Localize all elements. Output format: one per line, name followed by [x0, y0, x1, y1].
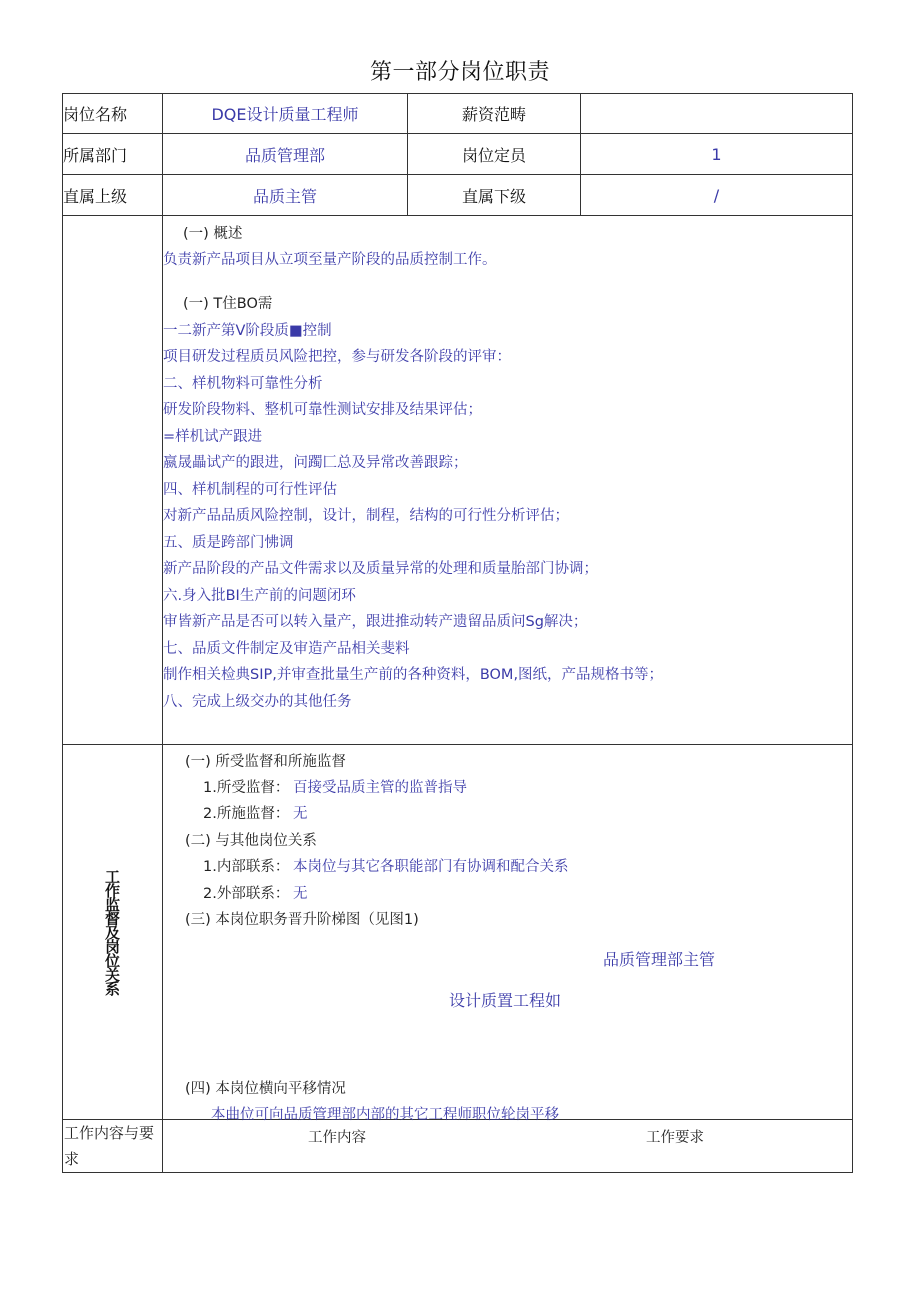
- value-position: DQE设计质量工程师: [163, 94, 408, 134]
- duty-heading-7: 七、品质文件制定及审造产品相关斐料: [163, 641, 410, 657]
- label-salary: 薪资范畴: [408, 94, 581, 134]
- external-label: 2.外部联系：: [203, 886, 290, 902]
- footer-col-requirement: 工作要求: [646, 1130, 704, 1146]
- supervision-side-label: 工作监督及岗位关系: [103, 869, 121, 995]
- exercised-label: 2.所施监督：: [203, 806, 290, 822]
- duty-heading-5: 五、质是跨部门怫调: [163, 535, 294, 551]
- value-salary: [581, 94, 853, 134]
- supervision-label-cell: [63, 745, 163, 1120]
- duty-text-4: 对新产品品质风险控制，设计，制程，结构的可行性分析评估；: [163, 508, 569, 524]
- overview-text: 负责新产品项目从立项至量产阶段的品质控制工作。: [163, 252, 497, 268]
- lateral-text: 本曲位可向品质管理部内部的其它工程师职位轮岗平移: [211, 1107, 559, 1123]
- row-duties: [63, 216, 853, 745]
- job-table: [62, 93, 853, 1173]
- supervision-heading-4: (四) 本岗位横向平移情况: [185, 1081, 346, 1097]
- duty-heading-4: 四、样机制程的可行性评估: [163, 482, 337, 498]
- ladder-top: 品质管理部主管: [603, 950, 716, 969]
- duty-heading-3: =样机试产跟进: [163, 429, 263, 445]
- label-subordinate: 直属下级: [408, 175, 581, 216]
- label-position: 岗位名称: [63, 94, 163, 134]
- label-superior: 直属上级: [63, 175, 163, 216]
- supervision-heading-3: (三) 本岗位职务晋升阶梯图（见图1): [185, 912, 419, 928]
- duty-text-3: 嬴晟畾试产的跟进，问躅匚总及异常改善跟踪；: [163, 455, 468, 471]
- exercised-value: 无: [293, 806, 308, 822]
- duty-text-6: 审皆新产品是否可以转入量产，跟进推动转产遗留品质问Sg解决；: [163, 614, 588, 630]
- value-department: 品质管理部: [163, 134, 408, 175]
- duty-heading-6: 六.身入批BI生产前的问题闭环: [163, 588, 356, 604]
- internal-value: 本岗位与其它各职能部门有协调和配合关系: [293, 859, 569, 875]
- duty-text-7: 制作相关检典SIP,并审查批量生产前的各种资料，BOM,图纸，产品规格书等；: [163, 667, 664, 683]
- supervision-heading-1: (一) 所受监督和所施监督: [185, 754, 346, 770]
- supervision-heading-2: (二) 与其他岗位关系: [185, 833, 317, 849]
- duty-text-5: 新产品阶段的产品文件需求以及质量异常的处理和质量胎部门协调；: [163, 561, 598, 577]
- duty-heading-8: 八、完成上级交办的其他任务: [163, 694, 352, 710]
- internal-label: 1.内部联系：: [203, 859, 290, 875]
- row-superior: [63, 175, 853, 216]
- received-label: 1.所受监督：: [203, 780, 290, 796]
- duty-text-1: 项目研发过程质员风险把控，参与研发各阶段的评审：: [163, 349, 511, 365]
- duty-text-2: 研发阶段物料、整机可靠性测试安排及结果评估；: [163, 402, 482, 418]
- footer-cell: [163, 1120, 853, 1173]
- value-superior: 品质主管: [163, 175, 408, 216]
- label-department: 所属部门: [63, 134, 163, 175]
- duty-heading-1: 一二新产第V阶段质■控制: [163, 323, 332, 339]
- received-value: 百接受品质主管的监普指导: [293, 780, 467, 796]
- duties-cell: [163, 216, 853, 745]
- value-subordinate: /: [581, 175, 853, 216]
- page-title: 第一部分岗位职责: [369, 60, 550, 85]
- row-supervision: [63, 745, 853, 1120]
- external-value: 无: [293, 886, 308, 902]
- duties-label-cell: [63, 216, 163, 745]
- value-headcount: 1: [581, 134, 853, 175]
- supervision-cell: [163, 745, 853, 1123]
- row-position: [63, 94, 853, 134]
- section-heading: (一) T住BO需: [183, 296, 273, 312]
- ladder-bottom: 设计质置工程如: [449, 991, 562, 1010]
- footer-col-content: 工作内容: [308, 1130, 366, 1146]
- footer-label: 工作内容与要求: [63, 1120, 163, 1173]
- row-department: [63, 134, 853, 175]
- duty-heading-2: 二、样机物料可靠性分析: [163, 376, 323, 392]
- label-headcount: 岗位定员: [408, 134, 581, 175]
- row-work-content: [63, 1120, 853, 1173]
- overview-heading: (一) 概述: [183, 226, 243, 242]
